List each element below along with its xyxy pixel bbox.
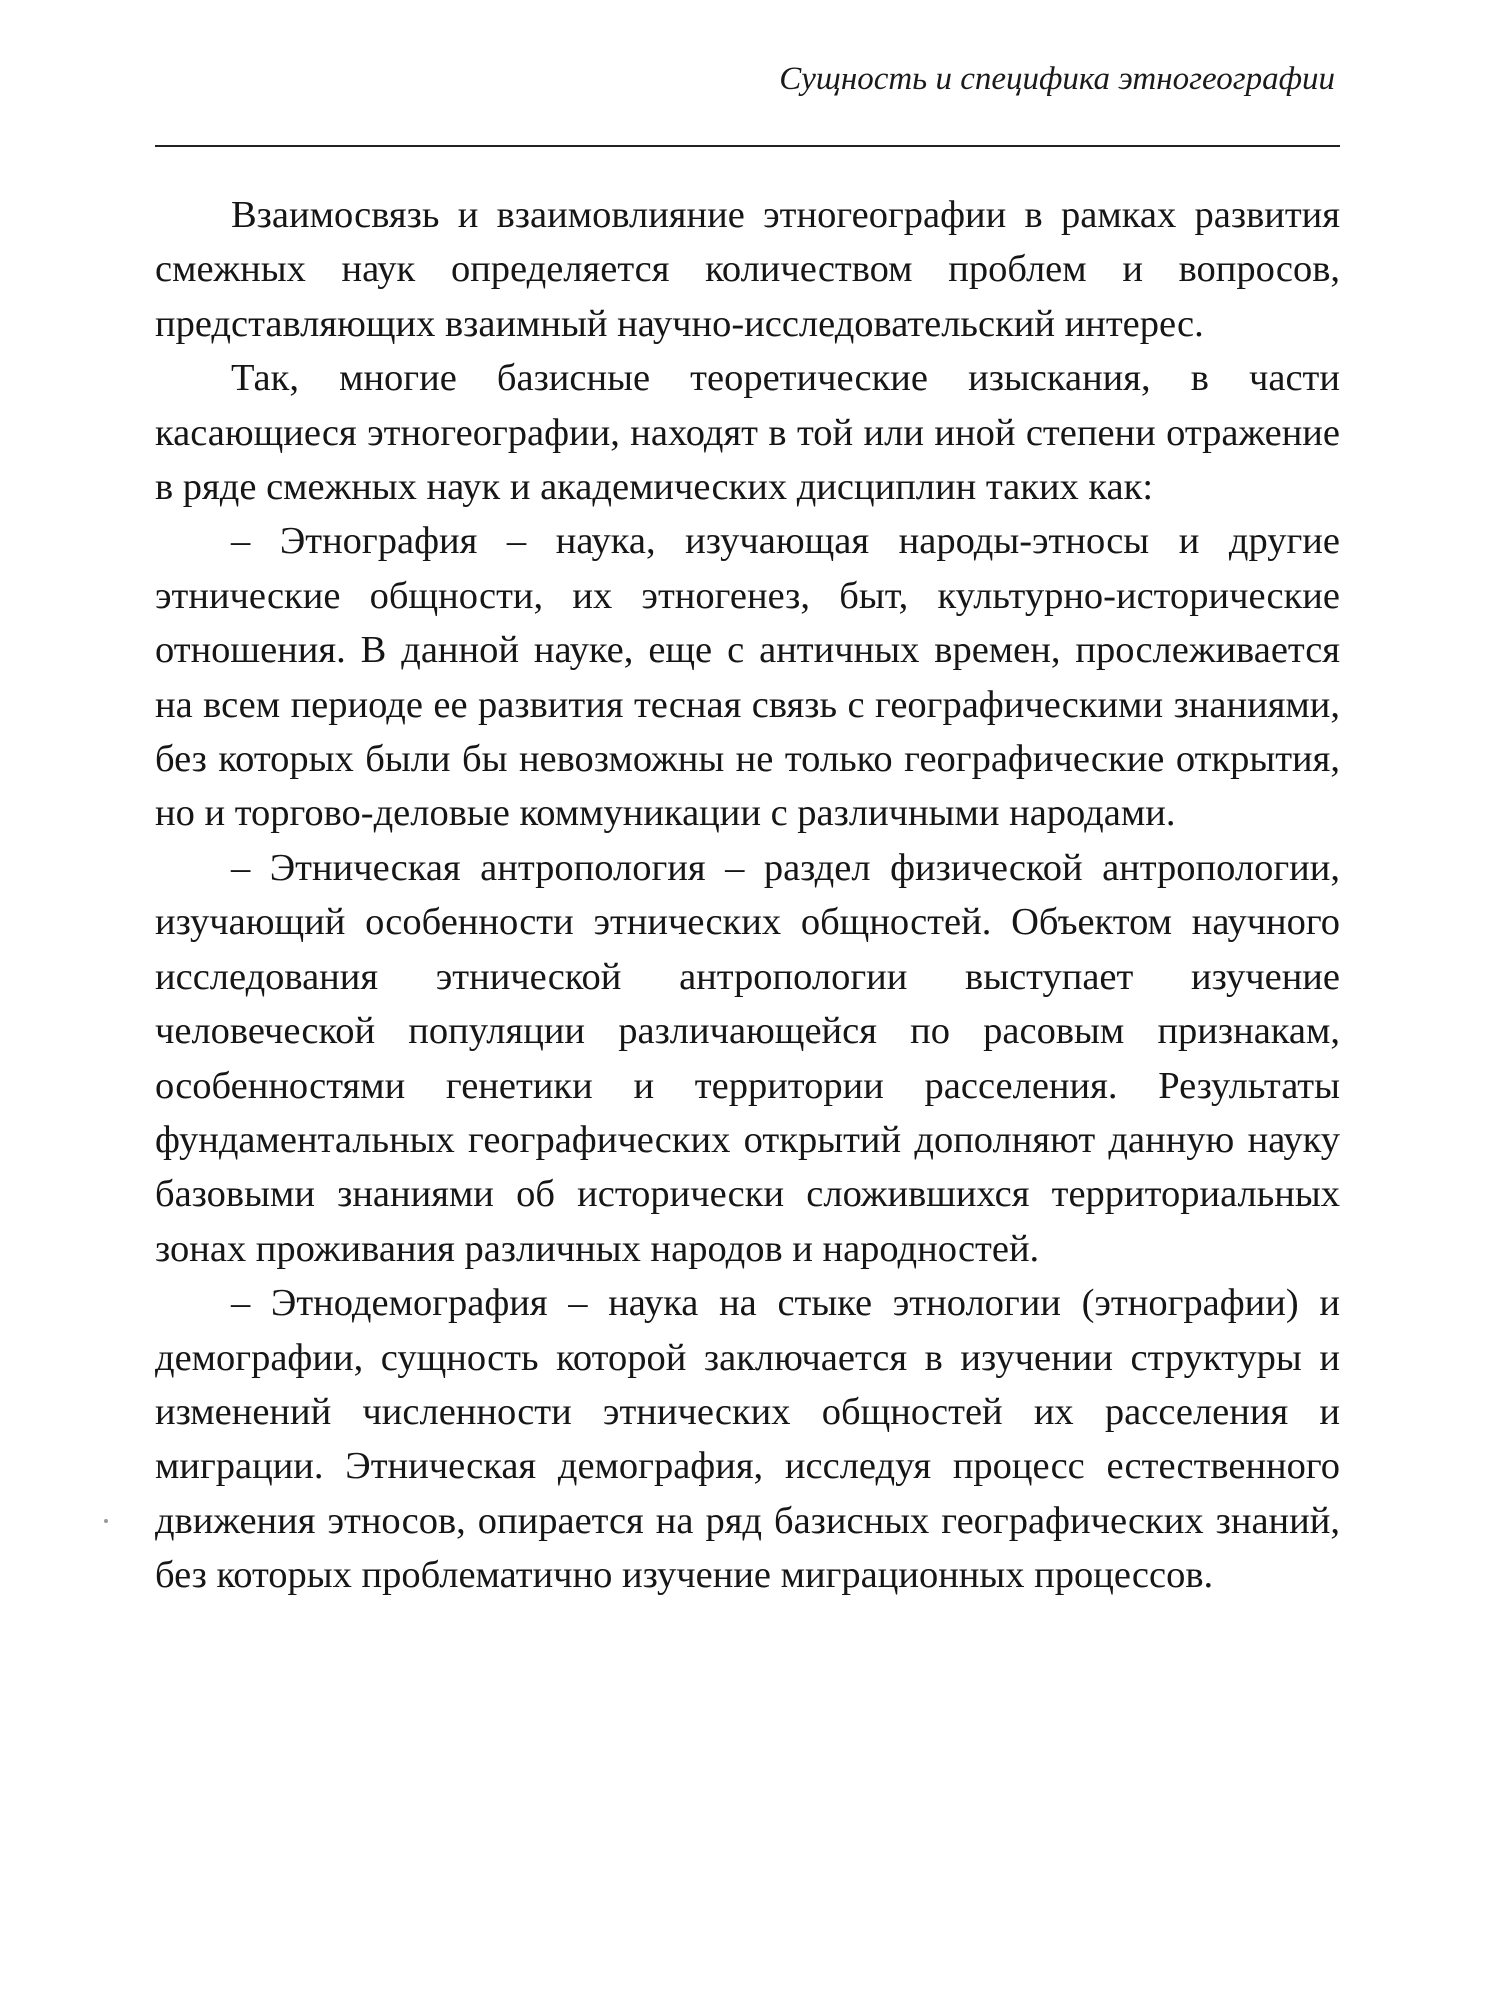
running-header: Сущность и специфика этногеографии (779, 61, 1335, 97)
header-rule (155, 145, 1340, 147)
paragraph-intro: Взаимосвязь и взаимовлияние этногеографии в рамках развития смежных наук определяется количеством проблем и вопросов, представляющих взаимный научно-исследовательский интерес. (155, 194, 1340, 345)
paragraph-ethnography: – Этнография – наука, изучающая народы-этносы и другие этнические общности, их этногенез, быт, культурно-исторические отношения. В данной науке, еще с античных времен, прослеживается на всем периоде ее развития тесная связь с географическими знаниями, без которых были бы невозможны не только географические открытия, но и торгово-деловые коммуникации с различными народами. (155, 520, 1340, 835)
paragraph-list-lead: Так, многие базисные теоретические изыскания, в части касающиеся этногеографии, находят в той или иной степени отражение в ряде смежных наук и академических дисциплин таких как: (155, 357, 1340, 509)
paragraph-ethnic-anthropology: – Этническая антропология – раздел физической антропологии, изучающий особенности этнических общностей. Объектом научного исследования этнической антропологии выступает изучение человеческой популяции различающейся по расовым признакам, особенностями генетики и территории расселения. Результаты фундаментальных географических открытий дополняют данную науку базовыми знаниями об исторически сложившихся территориальных зонах проживания различных народов и народностей. (155, 846, 1340, 1270)
page-body (155, 188, 1340, 1603)
paragraph-ethnodemography: – Этнодемография – наука на стыке этнологии (этнографии) и демографии, сущность которой заключается в изучении структуры и изменений численности этнических общностей их расселения и миграции. Этническая демография, исследуя процесс естественного движения этносов, опирается на ряд базисных географических знаний, без которых проблематично изучение миграционных процессов. (155, 1282, 1340, 1597)
margin-speck (104, 1519, 108, 1523)
